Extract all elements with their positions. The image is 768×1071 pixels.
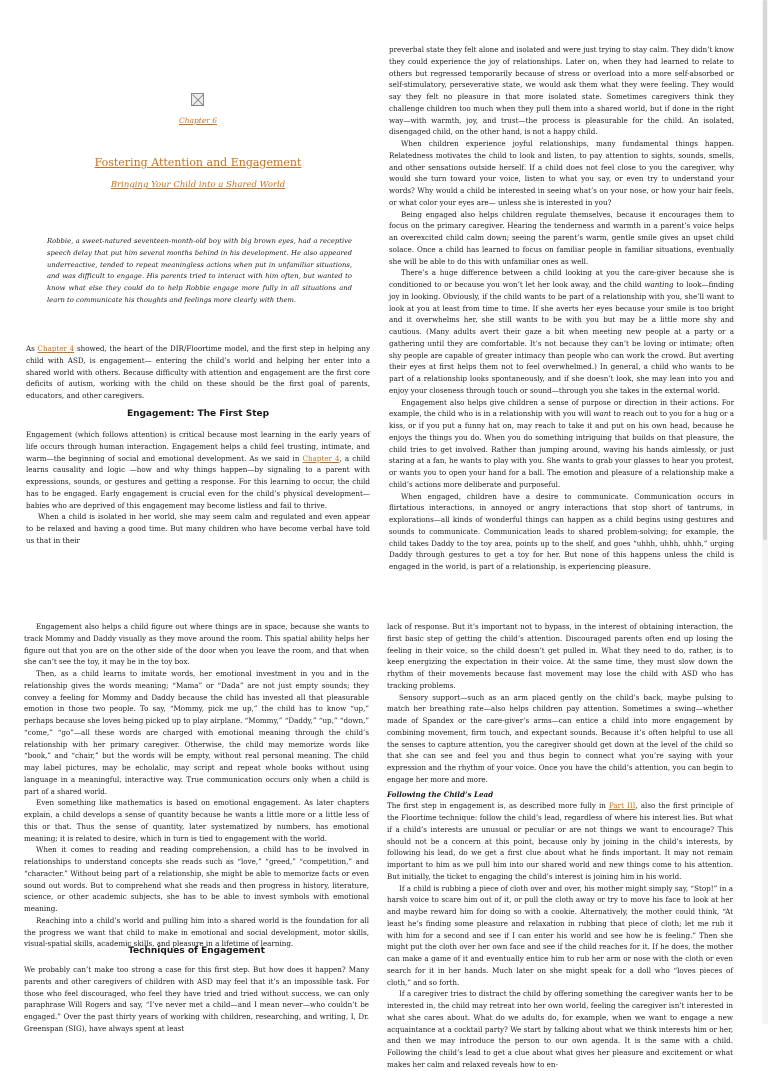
emphasis: wanting (644, 280, 674, 289)
text-span: , also the first principle of the Floortime technique: follow the child’s lead, regardless of where his interest lies. But what if a child’s interests are unusual or peculiar or are not things we want to encourage? This should not be a concern at this point, because only by joining in the child’s interests, by following his lead, do we get a first clue about what he finds important. It may not remain important to him as we pull him into our shared world and new things come to his attention. But initially, the ticket to engaging the child’s interest is joining him in his world. (387, 801, 734, 881)
text-span: Engagement also helps give children a sense of purpose or direction in their actions. For example, the child who is in a relationship with you will (389, 397, 734, 419)
page2-right-body (387, 621, 733, 1071)
scrollbar-thumb[interactable] (763, 0, 767, 540)
text-span: There’s a huge difference between a child looking at you the care-giver because she is conditioned to or because you won’t let her look away, and the child (389, 268, 734, 289)
page1-right-body (389, 44, 734, 573)
paragraph: Sensory support—such as an arm placed gently on the child’s back, maybe pulsing to match her breathing rate—also helps children pay attention. Sometimes a swing—whether made of Spandex or the care-giver’s arms—can entice a child into more engagement by combining movement, firm touch, and expectant sounds. Because it’s often helpful to use all the senses to capture attention, you the caregiver should get down at the level of the child so that she can see and feel you and thus begin to connect what you’re saying with your expression and the rhythm of your voice. Once you have the child’s attention, you can begin to engage her more and more. (387, 692, 733, 784)
paragraph: When children experience joyful relationships, many fundamental things happen. Relatedness motivates the child to look and listen, to pay attention to sights, sounds, smells, and other sensations outside herself. If a child does not feel close to you the caregiver, why would she turn toward your voice, listen to what you say, or even try to understand your words? Why would a child be interested in seeing what’s on your nose, or how your hair feels, or what color your eyes are— unless she is interested in you? (389, 139, 734, 207)
text-span: to reach out to you for a hug or a kiss, or if you put a funny hat on, may reach to take it and put on his own head, because he enjoys the things you do. When you do something intriguing that builds on that pleasure, the child tries to get involved. Rather than jumping around, waving his hands aimlessly, or just staring at a fan, he wants to play with you. She wants to grab your glasses to hear you protest, or wants you to open your hand for a ball. The emotion and pleasure of a relationship make a child’s actions more deliberate and purposeful. (389, 409, 734, 489)
part-iii-link[interactable]: Part III (608, 801, 636, 811)
paragraph: When a child is isolated in her world, she may seem calm and regulated and even appear to be relaxed and having a good time. But many children who have become verbal have told us that in their (26, 512, 370, 545)
paragraph: If a child is rubbing a piece of cloth over and over, his mother might simply say, “Stop!” in a harsh voice to scare him out of it, or pull the cloth away or try to move his face to look at her and maybe reward him for doing so with a cookie. Alternatively, the mother could think, “At least he’s finding some pleasure and relaxation in rubbing that piece of cloth; let me rub it with him for a second and see if I can enter his world and see how he is feeling.” Then she might put the cloth over her own face and see if the child reaches for it. If he does, the mother can make a game of it and eventually entice him to rub her arm or nose with the cloth or even search for it in her hands. Much later on she might speak for a doll who “loves pieces of cloth,” and so forth. (387, 883, 733, 987)
text-span: to look—finding joy in looking. Obviously, if the child wants to be part of a relationship with you, she’ll want to look at you at least from time to time. If she averts her eyes because your smile is too bright and it overwhelms her, she still wants to be with you but may be a little more shy and cautious. (Many adults avert their gaze a bit when meeting new people at a party or a gathering until they are comfortable. It’s not because they can’t be loving or intimate; often shy people are capable of greater intimacy than people who can work the crowd. But averting their eyes at first helps them not to feel overwhelmed.) In general, a child who wants to be part of a relationship looks spontaneously, and if she doesn’t look, she may lean into you and enjoy your closeness through touch or sound—through you she takes in the external world. (389, 280, 734, 395)
paragraph: If a caregiver tries to distract the child by offering something the caregiver wants her to be interested in, the child may retreat into her own world, feeling the caregiver isn’t interested in what she cares about. What do we adults do, for example, when we want to engage a new acquaintance at a cocktail party? We start by talking about what we think interests him or her, and then we may introduce the person to our own agenda. It is the same with a child. Following the child’s lead to get a clue about what gives her pleasure and excitement or what makes her calm and relaxed reveals how to en- (387, 989, 733, 1069)
subheading-following-childs-lead: Following the Child’s Lead (387, 789, 494, 799)
chapter-4-link-2[interactable]: Chapter 4 (302, 453, 340, 463)
body-text-post: , a child learns causality and logic —how and why things happen—by signaling to a parent with expressions, sounds, or gestures and getting a response. For this learning to occur, the child has to be engaged. Early engagement is crucial even for the child’s physical development—babies who are deprived of this engagement may become listless and fail to thrive. (26, 453, 371, 510)
page1-left-intro (26, 343, 370, 402)
paragraph: When it comes to reading and reading comprehension, a child has to be involved in relationships to understand concepts she reads such as “love,” “greed,” “competition,” and “character.” Without being part of a relationship, she might be able to memorize facts or even sound out words. But to comprehend what she reads and then progress in history, literature, science, or other academic subjects, she has to be able to invest symbols with emotional meaning. (24, 845, 369, 913)
page2-left-body (24, 621, 369, 950)
paragraph: When engaged, children have a desire to communicate. Communication occurs in flirtatious interactions, in annoyed or angry interactions that stop short of tantrums, in explorations—all kinds of wonderful things can happen as a child begins using gestures and sounds to communicate. Communication leads to shared problem-solving; for example, the child takes Daddy to the toy area, points up to the shelf, and goes “uhhh, uhhh, uhhh,” urging Daddy through gestures to get a toy for her. But none of this happens unless the child is engaged in the world, is part of a relationship, is experiencing pleasure. (389, 491, 734, 571)
paragraph: Even something like mathematics is based on emotional engagement. As later chapters explain, a child develops a sense of quantity because he wants a little more or a little less of this or that. Thus the sense of quantity, later systematized by numbers, has emotional meaning; it is related to desire, which in turn is tied to engagement with the world. (24, 798, 369, 843)
chapter-label-link[interactable]: Chapter 6 (178, 116, 218, 125)
heading-techniques-of-engagement: Techniques of Engagement (128, 946, 265, 956)
paragraph: We probably can’t make too strong a case for this first step. But how does it happen? Many parents and other caregivers of children with ASD may feel that it’s an impossible task. For those who feel discouraged, who feel they have tried and tried without success, we can only paraphrase Will Rogers and say, “I’ve never met a child—and I mean never—who couldn’t be engaged.” Over the past thirty years of working with children, researching, and writing, I, Dr. Greenspan (SIG), have always spent at least (24, 965, 369, 1033)
chapter-icon (191, 93, 204, 106)
heading-engagement-first-step: Engagement: The First Step (126, 409, 270, 419)
chapter-title-link[interactable]: Fostering Attention and Engagement (94, 156, 302, 169)
page-divider (0, 563, 768, 564)
text-span: The first step in engagement is, as described more fully in (387, 801, 609, 811)
intro-text-post: showed, the heart of the DIR/Floortime model, and the first step in helping any child with ASD, is engagement— entering the child’s world and helping her enter into a shared world with others. Because difficulty with attention and engagement are the first core deficits of autism, working with the child on these should be the first goal of parents, educators, and other caregivers. (26, 344, 370, 400)
paragraph: preverbal state they felt alone and isolated and were just trying to stay calm. They didn’t know they could experience the joy of relationships. Later on, when they had learned to relate to others but regressed temporarily because of stress or overload into a more self-absorbed or self-stimulatory, perseverative state, we would ask them what they were feeling. They would say they felt no pleasure in that more isolated state. Sometimes caregivers think they challenge children too much when they pull them into a shared world, but if done in the right way—with warmth, joy, and trust—the process is pleasurable for the child. An isolated, disengaged child, on the other hand, is not a happy child. (389, 45, 734, 137)
paragraph: Being engaged also helps children regulate themselves, because it encourages them to focus on the primary caregiver. Hearing the tenderness and warmth in a parent’s voice helps an overexcited child calm down; seeing the parent’s warm, gentle smile gives an upset child solace. Once a child has learned to focus on familiar people in familiar situations, eventually she will be able to do this with unfamiliar ones as well. (389, 209, 734, 266)
intro-text-pre: As (26, 344, 38, 353)
paragraph: lack of response. But it’s important not to bypass, in the interest of obtaining interaction, the first basic step of getting the child’s attention. Discouraged parents often end up losing the feeling in their voice, so the child doesn’t get pulled in. What they need to do, rather, is to keep energizing the expectation in their voice. At the same time, they must slow down the rhythm of their movements because fast movement may lose the child with ASD who has tracking problems. (387, 622, 733, 690)
paragraph: Then, as a child learns to imitate words, her emotional investment in you and in the relationship gives the words meaning; “Mama” or “Dada” are not just empty sounds; they convey a feeling for Mommy and Daddy because the child has invested all that pleasurable emotion in those two people. To say, “Mommy, pick me up,” the child has to know “up,” perhaps because she loves being picked up to play airplane. “Mommy,” “Daddy,” “up,” “down,” “come,” “go”—all these words are charged with emotional meaning through the child’s relationship with her primary caregiver. Otherwise, the child may memorize words like “book,” and “chair,” but the words will be empty, without real personal meaning. The child may label pictures, may be echolalic, may script and repeat whole books without using language in a meaningful, interactive way. True communication occurs only when a child is part of a shared world. (24, 669, 369, 796)
paragraph: Engagement also helps a child figure out where things are in space, because she wants to track Mommy and Daddy visually as they move around the room. This spatial ability helps her figure out that you are on the other side of the door when you leave the room, and that when she can’t see the toy, it may be in the toy box. (24, 622, 369, 667)
chapter-subtitle-link[interactable]: Bringing Your Child into a Shared World (110, 180, 286, 190)
page1-left-body (26, 429, 370, 547)
chapter-epigraph: Robbie, a sweet-natured seventeen-month-old boy with big brown eyes, had a receptive speech delay that put him several months behind in his development. He also appeared underreactive, tended to repeat meaningless actions when put in unfamiliar situations, and was difficult to engage. His parents tried to interact with him often, but wanted to know what else they could do to help Robbie engage more fully in all situations and learn to communicate his thoughts and feelings more clearly with them. (47, 237, 352, 304)
chapter-4-link[interactable]: Chapter 4 (37, 344, 75, 353)
paragraph: Reaching into a child’s world and pulling him into a shared world is the foundation for all the progress we want that child to make in emotional and social development, motor skills, visual-spatial skills, academic skills, and pleasure in a lifetime of learning. (24, 915, 369, 949)
body-text-pre: Engagement (which follows attention) is critical because most learning in the early years of life occurs through human interaction. Engagement helps a child feel trusting, intimate, and warm—the beginning of social and emotional development. As we said in (26, 430, 370, 463)
emphasis: want (593, 409, 612, 419)
